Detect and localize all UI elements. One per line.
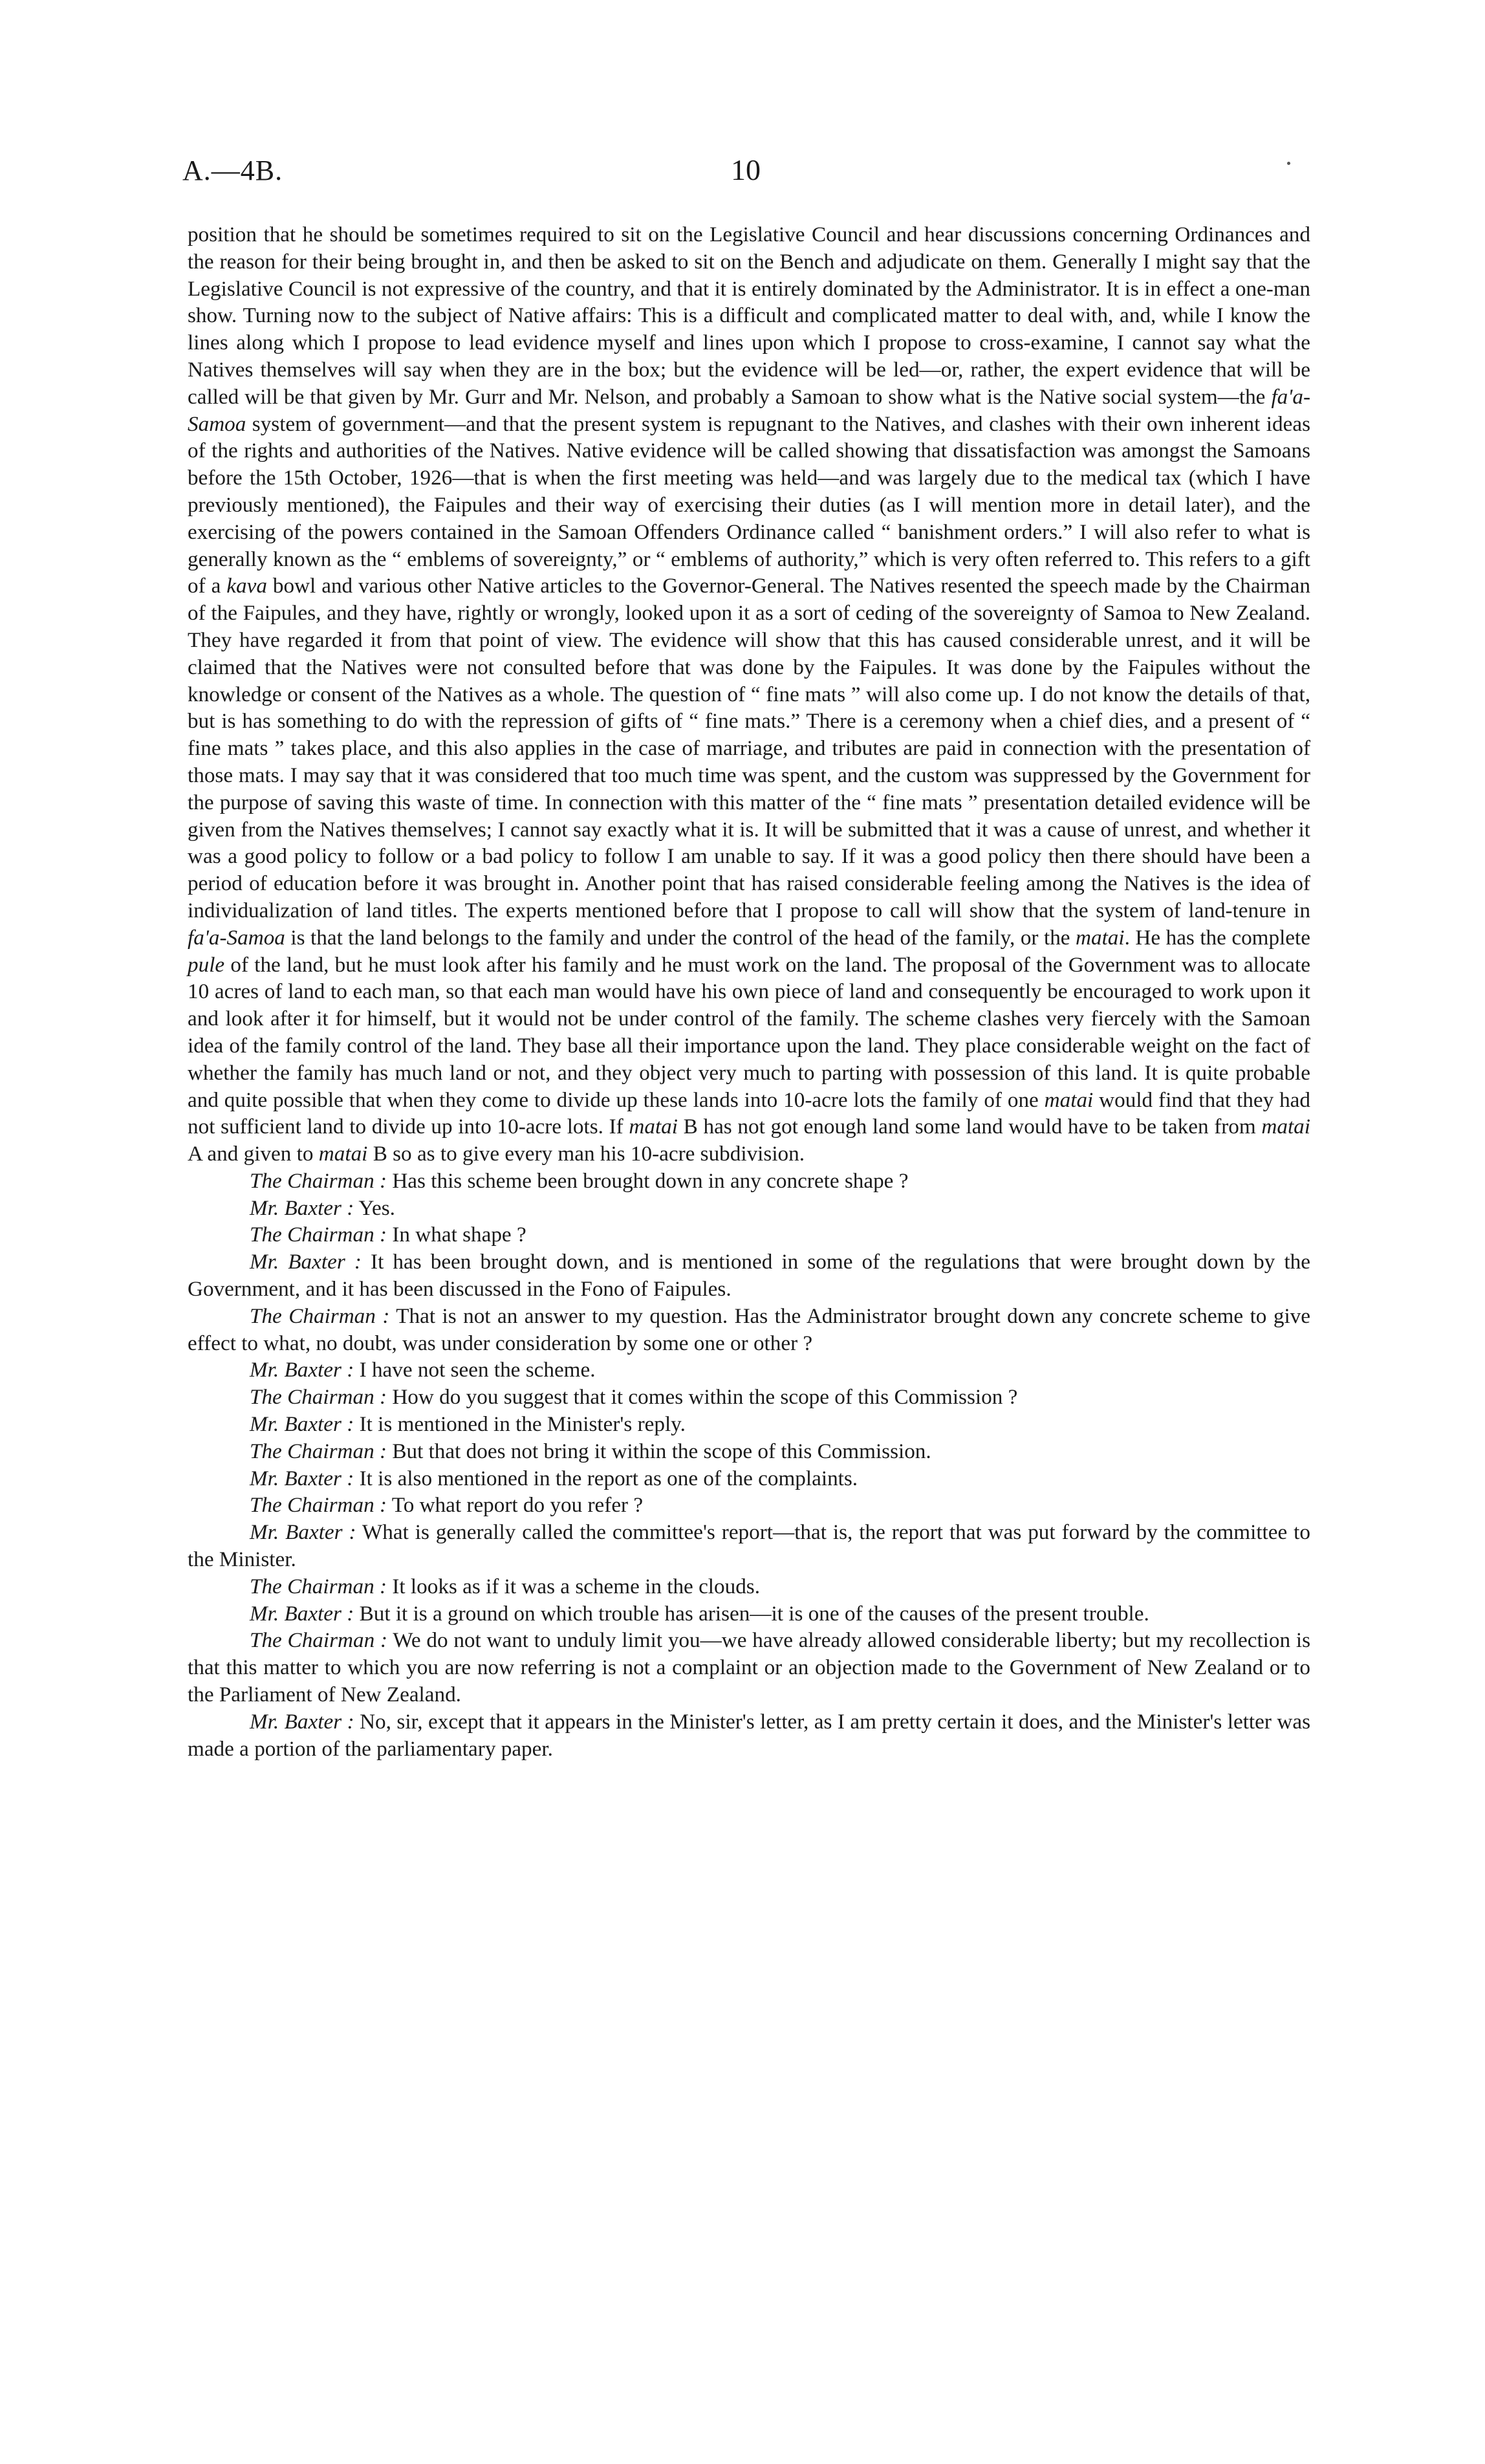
- speech-text: But that does not bring it within the scope of this Commission.: [387, 1439, 931, 1463]
- speech-text: No, sir, except that it appears in the Minister's letter, as I am pretty certain it does, and the Minister's letter was made a portion of the parliamentary paper.: [188, 1709, 1310, 1761]
- speech-text: Yes.: [354, 1195, 395, 1220]
- speaker-label: The Chairman :: [250, 1439, 387, 1463]
- speech-text: It is also mentioned in the report as one of the complaints.: [354, 1466, 858, 1490]
- page-number: 10: [731, 153, 761, 186]
- speech-text: We do not want to unduly limit you—we have already allowed considerable liberty; but my recollection is that this matter to which you are now referring is not a complaint or an objection made to the Government of New Zealand or to the Parliament of New Zealand.: [188, 1628, 1310, 1707]
- exchange-line: [188, 1248, 1310, 1303]
- speaker-label: Mr. Baxter :: [250, 1601, 354, 1626]
- speaker-label: The Chairman :: [250, 1493, 387, 1518]
- exchange-line: [188, 1221, 1310, 1248]
- speaker-label: The Chairman :: [250, 1303, 390, 1328]
- exchange-line: [188, 1384, 1310, 1411]
- speech-text: It is mentioned in the Minister's reply.: [354, 1412, 686, 1437]
- exchange-line: [188, 1627, 1310, 1708]
- speech-text: In what shape ?: [387, 1223, 526, 1247]
- speech-text: I have not seen the scheme.: [354, 1358, 596, 1382]
- exchange-line: [188, 1411, 1310, 1438]
- document-body: [188, 221, 1310, 1762]
- speaker-label: The Chairman :: [250, 1223, 387, 1247]
- speech-text: It looks as if it was a scheme in the clouds.: [387, 1574, 761, 1598]
- speaker-label: The Chairman :: [250, 1574, 387, 1598]
- exchange-line: [188, 1492, 1310, 1519]
- speech-text: What is generally called the committee's report—that is, the report that was put forward by the committee to the Minister.: [188, 1520, 1310, 1572]
- speaker-label: Mr. Baxter :: [250, 1709, 354, 1734]
- exchange-line: [188, 1303, 1310, 1357]
- exchange-line: [188, 1600, 1310, 1628]
- speech-text: It has been brought down, and is mentioned in some of the regulations that were brought down by the Government, and it has been discussed in the Fono of Faipules.: [188, 1250, 1310, 1302]
- exchange-line: [188, 1465, 1310, 1492]
- report-reference: A.—4B.: [182, 155, 283, 186]
- speech-text: But it is a ground on which trouble has arisen—it is one of the causes of the present trouble.: [354, 1601, 1149, 1626]
- speaker-label: Mr. Baxter :: [250, 1250, 362, 1274]
- exchange-line: [188, 1357, 1310, 1384]
- speaker-label: The Chairman :: [250, 1385, 387, 1410]
- speaker-label: Mr. Baxter :: [250, 1195, 354, 1220]
- speaker-label: The Chairman :: [250, 1168, 387, 1193]
- speaker-label: Mr. Baxter :: [250, 1466, 354, 1490]
- exchange-line: [188, 1195, 1310, 1222]
- speech-text: Has this scheme been brought down in any concrete shape ?: [387, 1168, 909, 1193]
- speech-text: To what report do you refer ?: [387, 1493, 644, 1518]
- exchange-line: [188, 1573, 1310, 1600]
- speaker-label: The Chairman :: [250, 1628, 388, 1653]
- speaker-label: Mr. Baxter :: [250, 1358, 354, 1382]
- speaker-label: Mr. Baxter :: [250, 1520, 356, 1545]
- paragraph-testimony: position that he should be sometimes required to sit on the Legislative Council and hear discussions concerning Ordinances and the reason for their being brought in, and then be asked to sit on the Bench and adjudicate on them. Generally I might say that the Legislative Council is not expressive of the country, and that it is entirely dominated by the Administrator. It is in effect a one-man show. Turning now to the subject of Native affairs: This is a difficult and complicated matter to deal with, and, while I know the lines along which I propose to lead evidence myself and lines upon which I propose to cross-examine, I cannot say what the Natives themselves will say when they are in the box; but the evidence will be led—or, rather, the expert evidence that will be called will be that given by Mr. Gurr and Mr. Nelson, and probably a Samoan to show what is the Native social system—the fa'a-Samoa system of government—and that the present system is repugnant to the Natives, and clashes with their own inherent ideas of the rights and authorities of the Natives. Native evidence will be called showing that dissatisfaction was amongst the Samoans before the 15th October, 1926—that is when the first meeting was held—and was largely due to the medical tax (which I have previously mentioned), the Faipules and their way of exercising their duties (as I will mention more in detail later), and the exercising of the powers contained in the Samoan Offenders Ordinance called “ banishment orders.” I will also refer to what is generally known as the “ emblems of sovereignty,” or “ emblems of authority,” which is very often referred to. This refers to a gift of a kava bowl and various other Native articles to the Governor-General. The Natives resented the speech made by the Chairman of the Faipules, and they have, rightly or wrongly, looked upon it as a sort of ceding of the sovereignty of Samoa to New Zealand. They have regarded it from that point of view. The evidence will show that this has caused considerable unrest, and it will be claimed that the Natives were not consulted before that was done by the Faipules. It was done by the Faipules without the knowledge or consent of the Natives as a whole. The question of “ fine mats ” will also come up. I do not know the details of that, but is has something to do with the repression of gifts of “ fine mats.” There is a ceremony when a chief dies, and a present of “ fine mats ” takes place, and this also applies in the case of marriage, and tributes are paid in connection with the presentation of those mats. I may say that it was considered that too much time was spent, and the custom was suppressed by the Government for the purpose of saving this waste of time. In connection with this matter of the “ fine mats ” presentation detailed evidence will be given from the Natives themselves; I cannot say exactly what it is. It will be submitted that it was a cause of unrest, and whether it was a good policy to follow or a bad policy to follow I am unable to say. If it was a good policy then there should have been a period of education before it was brought in. Another point that has raised considerable feeling among the Natives is the idea of individualization of land titles. The experts mentioned before that I propose to call will show that the system of land-tenure in fa'a-Samoa is that the land belongs to the family and under the control of the head of the family, or the matai. He has the complete pule of the land, but he must look after his family and he must work on the land. The proposal of the Government was to allocate 10 acres of land to each man, so that each man would have his own piece of land and consequently be encouraged to work upon it and look after it for himself, but it would not be under control of the family. The scheme clashes very fiercely with the Samoan idea of the family control of the land. They base all their importance upon the land. They place considerable weight on the fact of whether the family has much land or not, and they object very much to parting with possession of this land. It is quite probable and quite possible that when they come to divide up these lands into 10-acre lots the family of one matai would find that they had not sufficient land to divide up into 10-acre lots. If matai B has not got enough land some land would have to be taken from matai A and given to matai B so as to give every man his 10-acre subdivision.: [188, 223, 1310, 1166]
- speech-text: How do you suggest that it comes within the scope of this Commission ?: [387, 1385, 1018, 1410]
- margin-mark: [1287, 162, 1290, 165]
- exchange-line: [188, 1519, 1310, 1573]
- exchange-line: [188, 1168, 1310, 1195]
- speech-text: That is not an answer to my question. Has the Administrator brought down any concrete scheme to give effect to what, no doubt, was under consideration by some one or other ?: [188, 1303, 1310, 1355]
- speaker-label: Mr. Baxter :: [250, 1412, 354, 1437]
- exchange-line: [188, 1438, 1310, 1465]
- exchange-line: [188, 1708, 1310, 1763]
